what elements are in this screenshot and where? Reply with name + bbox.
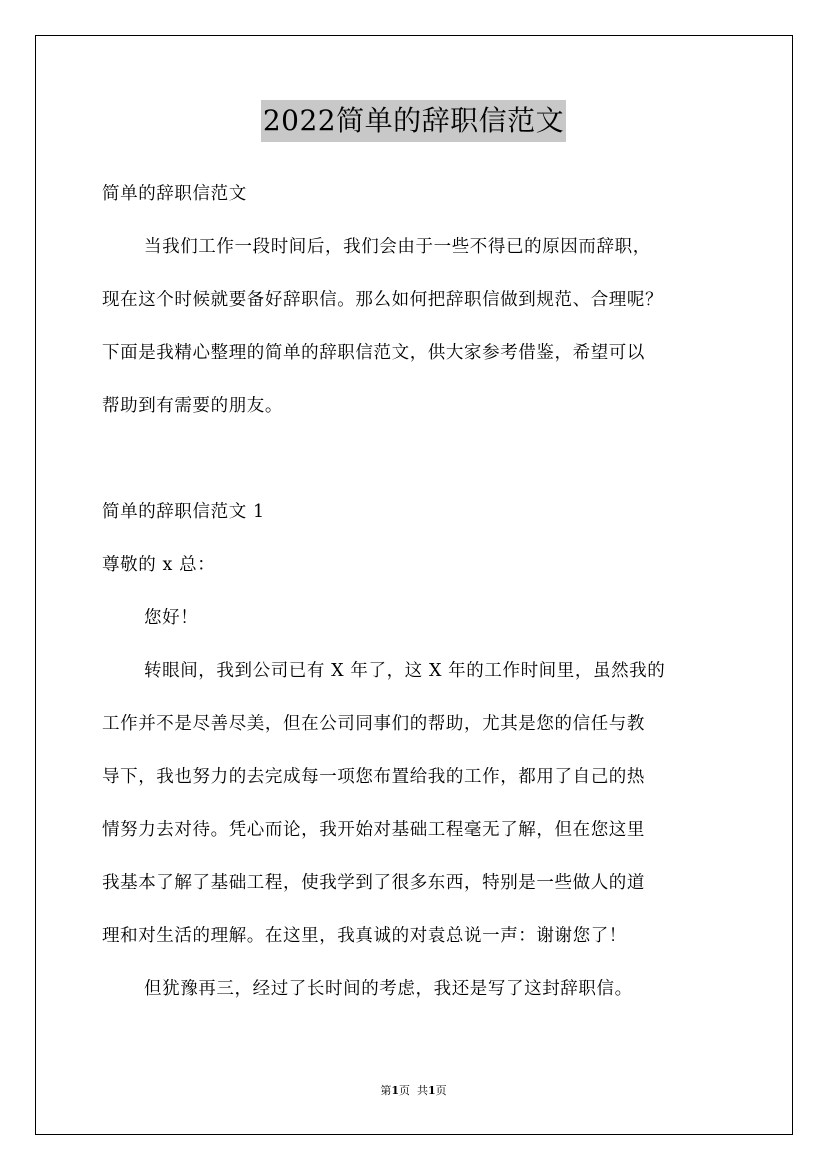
body-line: 转眼间，我到公司已有 X 年了，这 X 年的工作时间里，虽然我的 (144, 661, 666, 681)
body-line: 您好！ (144, 608, 199, 628)
body-line: 帮助到有需要的朋友。 (102, 396, 283, 416)
body-line: 我基本了解了基础工程，使我学到了很多东西，特别是一些做人的道 (102, 873, 645, 893)
body-line: 理和对生活的理解。在这里，我真诚的对袁总说一声：谢谢您了！ (102, 926, 627, 946)
body-line: 简单的辞职信范文 1 (102, 502, 265, 522)
body-line: 现在这个时候就要备好辞职信。那么如何把辞职信做到规范、合理呢？ (102, 290, 664, 310)
footer-total-prefix: 共 (417, 1084, 428, 1097)
body-line: 下面是我精心整理的简单的辞职信范文，供大家参考借鉴，希望可以 (102, 343, 645, 363)
footer-page-suffix: 页 (399, 1084, 410, 1097)
body-line: 工作并不是尽善尽美，但在公司同事们的帮助，尤其是您的信任与教 (102, 714, 645, 734)
footer-page-prefix: 第 (380, 1084, 392, 1097)
document-body (102, 168, 734, 1016)
blank-line (102, 433, 734, 486)
body-line: 简单的辞职信范文 (102, 184, 247, 204)
body-line: 但犹豫再三，经过了长时间的考虑，我还是写了这封辞职信。 (144, 979, 633, 999)
footer-total-pages: 1 (428, 1084, 436, 1097)
body-line: 尊敬的 x 总： (102, 555, 216, 575)
footer-total-suffix: 页 (435, 1084, 447, 1097)
document-title: 2022简单的辞职信范文 (261, 100, 566, 142)
page-footer (0, 1083, 827, 1099)
title-container (0, 100, 827, 142)
body-line: 导下，我也努力的去完成每一项您布置给我的工作，都用了自己的热 (102, 767, 645, 787)
footer-page-number: 1 (391, 1084, 399, 1097)
body-line: 情努力去对待。凭心而论，我开始对基础工程毫无了解，但在您这里 (102, 820, 645, 840)
body-line: 当我们工作一段时间后，我们会由于一些不得已的原因而辞职， (144, 237, 651, 257)
